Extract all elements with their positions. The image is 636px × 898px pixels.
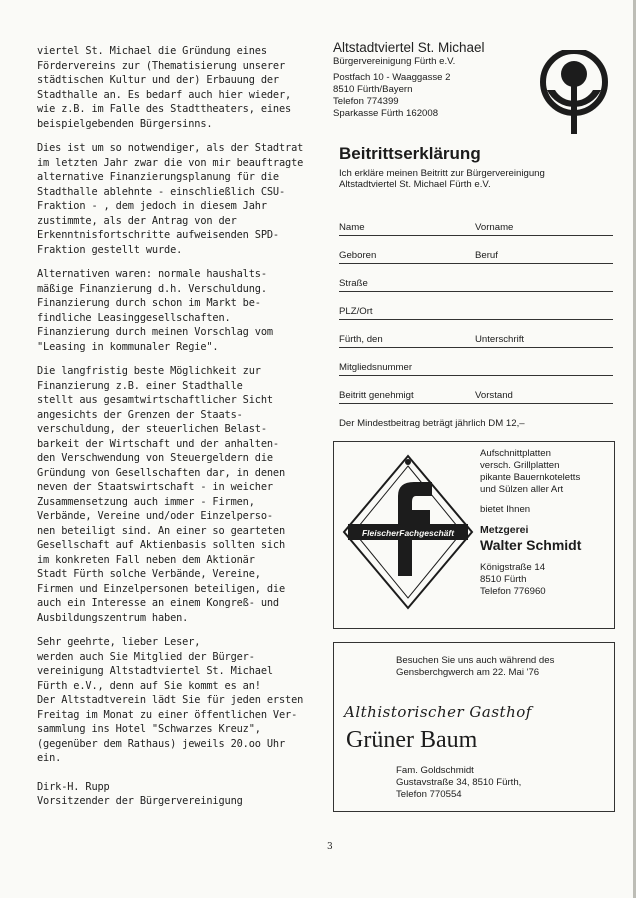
offer-line: und Sülzen aller Art <box>480 484 564 495</box>
contact-line: Gustavstraße 34, 8510 Fürth, <box>396 777 522 788</box>
butcher-logo-text: FleischerFachgeschäft <box>361 528 455 538</box>
field-label: Vorname <box>475 222 514 233</box>
invite-line: Gensberchgwerch am 22. Mai '76 <box>396 667 540 678</box>
shop-name: Walter Schmidt <box>480 537 582 553</box>
association-logo-icon <box>537 50 611 136</box>
minimum-fee: Der Mindestbeitrag beträgt jährlich DM 12,– <box>339 418 525 429</box>
contact-line: Fam. Goldschmidt <box>396 765 474 776</box>
page-number: 3 <box>327 842 333 852</box>
address-line: Sparkasse Fürth 162008 <box>333 108 439 119</box>
shop-label: Metzgerei <box>480 524 529 536</box>
address-line: Postfach 10 - Waaggasse 2 <box>333 72 451 83</box>
contact-line: Telefon 770554 <box>396 789 462 800</box>
org-name: Altstadtviertel St. Michael <box>333 40 485 55</box>
restaurant-subtitle: Althistorischer Gasthof <box>344 703 532 721</box>
form-row-date-signature[interactable] <box>339 320 613 348</box>
field-label: Straße <box>339 278 368 289</box>
form-header <box>333 40 615 136</box>
form-intro: Ich erkläre meinen Beitritt zur Bürgervereinigung Altstadtviertel St. Michael Fürth e.V. <box>339 168 545 190</box>
letter-column <box>37 44 327 819</box>
signature-name: Dirk-H. Rupp <box>37 780 110 793</box>
field-label: PLZ/Ort <box>339 306 373 317</box>
butcher-diamond-icon <box>340 452 476 612</box>
signature-title: Vorsitzender der Bürgervereinigung <box>37 795 243 807</box>
field-label: Fürth, den <box>339 334 383 345</box>
paragraph-1: viertel St. Michael die Gründung eines Fördervereins zur (Thematisierung unserer städtischen Kultur und der) Erbauung der Stadthalle an. Es bedarf auch hier wieder, wie z.B. im Falle des Stadttheaters, eines beispielgebenden Bürgersinns. <box>37 45 292 130</box>
paragraph-2: Dies ist um so notwendiger, als der Stadtrat im letzten Jahr zwar die von mir beauftragte alternative Finanzierungsplanung für die Stadthalle ablehnte - einschließlich CSU- Fraktion - , dem jedoch in diesem Jahr zustimmte, als der Antrag von der Erkenntnisfortschritte aufweisenden SPD- Fraktion gestellt wurde. <box>37 142 304 256</box>
restaurant-contact <box>396 765 521 801</box>
restaurant-ad <box>333 642 615 812</box>
field-label: Geboren <box>339 250 377 261</box>
form-fields <box>339 208 613 404</box>
address-line: 8510 Fürth/Bayern <box>333 84 413 95</box>
shop-address: 8510 Fürth <box>480 574 527 585</box>
shop-phone: Telefon 776960 <box>480 586 546 597</box>
form-row-birth[interactable] <box>339 236 613 264</box>
org-sub: Bürgervereinigung Fürth e.V. <box>333 56 456 67</box>
shop-address: Königstraße 14 <box>480 562 546 573</box>
form-row-name[interactable] <box>339 208 613 236</box>
offer-line: pikante Bauernkoteletts <box>480 472 581 483</box>
butcher-ad <box>333 441 615 629</box>
field-label: Beitritt genehmigt <box>339 390 414 401</box>
form-row-street[interactable] <box>339 264 613 292</box>
restaurant-invite <box>396 655 554 679</box>
restaurant-name: Grüner Baum <box>346 727 478 753</box>
butcher-logo <box>340 452 476 612</box>
offer-line: versch. Grillplatten <box>480 460 560 471</box>
paragraph-5: Sehr geehrte, lieber Leser, werden auch Sie Mitglied der Bürger- vereinigung Altstadtviertel St. Michael Fürth e.V., denn auf Sie kommt es an! Der Altstadtverein lädt Sie für jeden ersten Freitag im Monat zu einer öffentlichen Ver- sammlung ins Hotel "Schwarzes Kreuz", (gegenüber dem Rathaus) jeweils 20.oo Uhr ein. <box>37 636 304 764</box>
offer-tagline: bietet Ihnen <box>480 504 531 515</box>
field-label: Beruf <box>475 250 498 261</box>
form-row-member-number[interactable] <box>339 348 613 376</box>
field-label: Mitgliedsnummer <box>339 362 413 373</box>
field-label: Vorstand <box>475 390 513 401</box>
paragraph-4: Die langfristig beste Möglichkeit zur Finanzierung z.B. einer Stadthalle stellt aus gesamtwirtschaftlicher Sicht angesichts der Grenzen der Staats- verschuldung, der steuerlichen Belast- barkeit der Wirtschaft und der anhalten- den Verschwendung von Steuergeldern die Gründung von Gesellschaften dar, in denen neven der Staatswirtschaft - in weicher Zusammensetzung auch immer - Firmen, Verbände, Vereine und/oder Einzelperso- nen beteiligt sind. An einer so gearteten Gesellschaft auf Aktienbasis sollten sich im konkreten Fall neben dem Aktionär Stadt Fürth solche Verbände, Vereine, Firmen und Einzelpersonen beteiligen, die auch ein Interesse an einem Kongreß- und Ausbildungszentrum haben. <box>37 365 286 624</box>
paragraph-3: Alternativen waren: normale haushalts- mäßige Finanzierung d.h. Verschuldung. Finanzierung durch schon im Markt be- findliche Leasinggesellschaften. Finanzierung durch meinen Vorschlag vom "Leasing in kommunaler Regie". <box>37 268 273 353</box>
field-label: Name <box>339 222 365 233</box>
invite-line: Besuchen Sie uns auch während des <box>396 655 555 666</box>
form-row-approval[interactable] <box>339 376 613 404</box>
butcher-ad-text <box>480 448 581 598</box>
membership-form-column <box>333 40 615 812</box>
signature <box>37 780 327 809</box>
form-title: Beitrittserklärung <box>339 144 481 163</box>
offer-line: Aufschnittplatten <box>480 448 551 459</box>
address-line: Telefon 774399 <box>333 96 399 107</box>
field-label: Unterschrift <box>475 334 525 345</box>
form-row-city[interactable] <box>339 292 613 320</box>
